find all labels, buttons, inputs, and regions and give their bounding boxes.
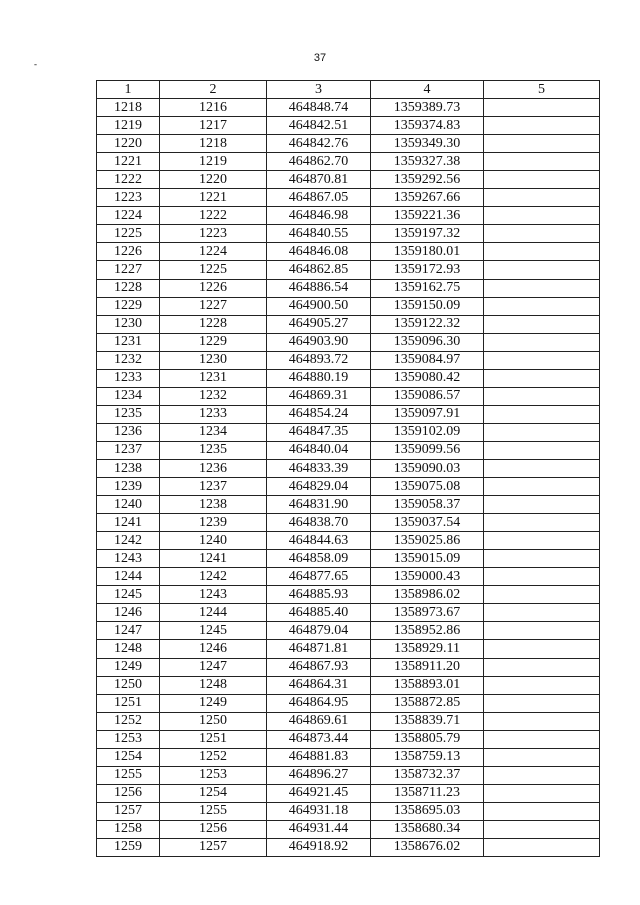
table-cell: 1257 bbox=[160, 838, 267, 856]
table-cell: 1247 bbox=[160, 658, 267, 676]
table-cell: 1251 bbox=[97, 694, 160, 712]
table-cell: 1241 bbox=[160, 550, 267, 568]
table-cell bbox=[484, 604, 600, 622]
table-row bbox=[97, 153, 600, 171]
table-cell bbox=[484, 333, 600, 351]
table-cell: 1359150.09 bbox=[371, 297, 484, 315]
table-cell: 464831.90 bbox=[267, 496, 371, 514]
table-row bbox=[97, 279, 600, 297]
table-cell: 464864.31 bbox=[267, 676, 371, 694]
table-cell: 1246 bbox=[97, 604, 160, 622]
column-header: 2 bbox=[160, 81, 267, 99]
table-row bbox=[97, 550, 600, 568]
table-cell: 1250 bbox=[160, 712, 267, 730]
table-cell: 464921.45 bbox=[267, 784, 371, 802]
table-row bbox=[97, 189, 600, 207]
column-header: 3 bbox=[267, 81, 371, 99]
table-cell: 1220 bbox=[160, 171, 267, 189]
table-cell bbox=[484, 351, 600, 369]
table-cell: 1245 bbox=[97, 586, 160, 604]
table-cell: 1223 bbox=[160, 225, 267, 243]
table-cell bbox=[484, 423, 600, 441]
table-cell: 1237 bbox=[160, 478, 267, 496]
column-header: 4 bbox=[371, 81, 484, 99]
table-cell: 1231 bbox=[160, 369, 267, 387]
table-cell bbox=[484, 225, 600, 243]
table-row bbox=[97, 658, 600, 676]
table-cell bbox=[484, 712, 600, 730]
table-cell: 1359015.09 bbox=[371, 550, 484, 568]
table-cell bbox=[484, 243, 600, 261]
table-cell: 1252 bbox=[160, 748, 267, 766]
table-cell: 1358872.85 bbox=[371, 694, 484, 712]
table-cell: 1359025.86 bbox=[371, 532, 484, 550]
table-cell bbox=[484, 730, 600, 748]
table-cell bbox=[484, 694, 600, 712]
table-row bbox=[97, 712, 600, 730]
table-cell: 1359374.83 bbox=[371, 117, 484, 135]
table-cell: 464879.04 bbox=[267, 622, 371, 640]
table-cell: 1359097.91 bbox=[371, 405, 484, 423]
table-cell: 1248 bbox=[160, 676, 267, 694]
table-cell: 1359122.32 bbox=[371, 315, 484, 333]
table-cell: 1228 bbox=[97, 279, 160, 297]
table-cell: 1232 bbox=[97, 351, 160, 369]
table-cell: 1218 bbox=[160, 135, 267, 153]
table-cell: 1359389.73 bbox=[371, 99, 484, 117]
table-cell: 1358695.03 bbox=[371, 802, 484, 820]
table-cell: 1254 bbox=[97, 748, 160, 766]
table-cell: 464864.95 bbox=[267, 694, 371, 712]
table-cell: 464869.31 bbox=[267, 387, 371, 405]
table-cell: 1221 bbox=[97, 153, 160, 171]
table-cell bbox=[484, 748, 600, 766]
table-cell bbox=[484, 189, 600, 207]
table-cell bbox=[484, 640, 600, 658]
table-cell: 1244 bbox=[97, 568, 160, 586]
table-row bbox=[97, 171, 600, 189]
table-cell: 1358911.20 bbox=[371, 658, 484, 676]
table-cell: 1253 bbox=[160, 766, 267, 784]
table-cell: 1253 bbox=[97, 730, 160, 748]
page-number: 37 bbox=[313, 52, 327, 64]
table-cell bbox=[484, 369, 600, 387]
table-row bbox=[97, 586, 600, 604]
table-cell: 1247 bbox=[97, 622, 160, 640]
table-cell: 1240 bbox=[97, 496, 160, 514]
table-cell: 464886.54 bbox=[267, 279, 371, 297]
table-cell bbox=[484, 766, 600, 784]
table-cell: 1256 bbox=[97, 784, 160, 802]
table-cell bbox=[484, 261, 600, 279]
table-cell: 1359327.38 bbox=[371, 153, 484, 171]
table-cell: 464838.70 bbox=[267, 514, 371, 532]
table-cell: 1246 bbox=[160, 640, 267, 658]
table-row bbox=[97, 351, 600, 369]
table-cell: 464867.05 bbox=[267, 189, 371, 207]
table-cell: 1239 bbox=[160, 514, 267, 532]
table-row bbox=[97, 784, 600, 802]
table-cell: 1227 bbox=[97, 261, 160, 279]
table-cell: 464858.09 bbox=[267, 550, 371, 568]
table-row bbox=[97, 496, 600, 514]
table-cell: 1359102.09 bbox=[371, 423, 484, 441]
table-cell: 1224 bbox=[160, 243, 267, 261]
table-cell bbox=[484, 207, 600, 225]
table-cell: 1359099.56 bbox=[371, 441, 484, 459]
table-cell: 464918.92 bbox=[267, 838, 371, 856]
table-cell: 1243 bbox=[160, 586, 267, 604]
table-cell: 1359075.08 bbox=[371, 478, 484, 496]
table-row bbox=[97, 459, 600, 477]
table-cell: 1227 bbox=[160, 297, 267, 315]
table-cell: 1256 bbox=[160, 820, 267, 838]
table-cell bbox=[484, 171, 600, 189]
table-row bbox=[97, 748, 600, 766]
table-cell: 1359349.30 bbox=[371, 135, 484, 153]
column-header: 5 bbox=[484, 81, 600, 99]
table-cell: 1245 bbox=[160, 622, 267, 640]
table-cell: 464871.81 bbox=[267, 640, 371, 658]
table-cell: 1249 bbox=[97, 658, 160, 676]
table-row bbox=[97, 225, 600, 243]
table-cell: 1238 bbox=[160, 496, 267, 514]
table-cell: 1229 bbox=[97, 297, 160, 315]
table-cell: 1358893.01 bbox=[371, 676, 484, 694]
table-cell bbox=[484, 297, 600, 315]
table-cell: 1238 bbox=[97, 459, 160, 477]
table-row bbox=[97, 261, 600, 279]
table-cell: 1248 bbox=[97, 640, 160, 658]
table-cell: 1235 bbox=[97, 405, 160, 423]
table-cell: 1359096.30 bbox=[371, 333, 484, 351]
table-cell: 464931.18 bbox=[267, 802, 371, 820]
table-cell: 1221 bbox=[160, 189, 267, 207]
table-cell: 1358805.79 bbox=[371, 730, 484, 748]
table-cell bbox=[484, 622, 600, 640]
table-row bbox=[97, 694, 600, 712]
table-row bbox=[97, 333, 600, 351]
table-cell: 464867.93 bbox=[267, 658, 371, 676]
table-cell: 1249 bbox=[160, 694, 267, 712]
table-cell: 1359162.75 bbox=[371, 279, 484, 297]
table-cell bbox=[484, 135, 600, 153]
table-cell: 1359037.54 bbox=[371, 514, 484, 532]
table-cell bbox=[484, 802, 600, 820]
table-cell: 464862.70 bbox=[267, 153, 371, 171]
table-cell bbox=[484, 315, 600, 333]
table-cell bbox=[484, 478, 600, 496]
table-cell: 1359080.42 bbox=[371, 369, 484, 387]
column-header: 1 bbox=[97, 81, 160, 99]
table-cell: 464846.08 bbox=[267, 243, 371, 261]
table-cell bbox=[484, 784, 600, 802]
table-cell bbox=[484, 459, 600, 477]
table-cell: 1216 bbox=[160, 99, 267, 117]
table-cell: 1244 bbox=[160, 604, 267, 622]
table-cell: 1228 bbox=[160, 315, 267, 333]
table-cell bbox=[484, 441, 600, 459]
table-cell: 1242 bbox=[160, 568, 267, 586]
table-cell: 1358680.34 bbox=[371, 820, 484, 838]
table-cell: 1359180.01 bbox=[371, 243, 484, 261]
table-cell: 1259 bbox=[97, 838, 160, 856]
table-cell: 464905.27 bbox=[267, 315, 371, 333]
table-cell: 1230 bbox=[160, 351, 267, 369]
table-cell: 1234 bbox=[160, 423, 267, 441]
table-row bbox=[97, 441, 600, 459]
table-cell: 464844.63 bbox=[267, 532, 371, 550]
table-cell: 1230 bbox=[97, 315, 160, 333]
table-cell: 464840.04 bbox=[267, 441, 371, 459]
table-row bbox=[97, 802, 600, 820]
table-cell: 464842.51 bbox=[267, 117, 371, 135]
table-cell: 1250 bbox=[97, 676, 160, 694]
table-cell: 1255 bbox=[160, 802, 267, 820]
table-cell: 1359172.93 bbox=[371, 261, 484, 279]
table-cell: 1236 bbox=[97, 423, 160, 441]
table-cell: 1218 bbox=[97, 99, 160, 117]
table-cell: 1217 bbox=[160, 117, 267, 135]
table-cell: 1359058.37 bbox=[371, 496, 484, 514]
table-cell: 464873.44 bbox=[267, 730, 371, 748]
table-cell: 1239 bbox=[97, 478, 160, 496]
table-cell: 1359267.66 bbox=[371, 189, 484, 207]
table-row bbox=[97, 514, 600, 532]
table-cell: 1359090.03 bbox=[371, 459, 484, 477]
table-cell: 1222 bbox=[97, 171, 160, 189]
table-cell: 1358952.86 bbox=[371, 622, 484, 640]
table-cell: 1358711.23 bbox=[371, 784, 484, 802]
stray-mark: - bbox=[34, 59, 37, 69]
table-cell bbox=[484, 532, 600, 550]
table-cell: 1359000.43 bbox=[371, 568, 484, 586]
table-cell: 464869.61 bbox=[267, 712, 371, 730]
table-cell: 1359086.57 bbox=[371, 387, 484, 405]
table-row bbox=[97, 297, 600, 315]
table-cell: 1358759.13 bbox=[371, 748, 484, 766]
table-row bbox=[97, 568, 600, 586]
table-cell: 1359221.36 bbox=[371, 207, 484, 225]
table-cell: 1251 bbox=[160, 730, 267, 748]
table-cell bbox=[484, 586, 600, 604]
table-row bbox=[97, 423, 600, 441]
table-cell bbox=[484, 568, 600, 586]
table-cell: 464900.50 bbox=[267, 297, 371, 315]
table-cell: 464870.81 bbox=[267, 171, 371, 189]
table-cell: 1252 bbox=[97, 712, 160, 730]
table-cell: 1254 bbox=[160, 784, 267, 802]
table-cell: 464880.19 bbox=[267, 369, 371, 387]
table-cell bbox=[484, 820, 600, 838]
table-cell: 464885.40 bbox=[267, 604, 371, 622]
table-cell: 1235 bbox=[160, 441, 267, 459]
table-cell: 1358986.02 bbox=[371, 586, 484, 604]
table-cell bbox=[484, 550, 600, 568]
table-cell bbox=[484, 838, 600, 856]
table-cell: 1219 bbox=[97, 117, 160, 135]
table-cell: 464877.65 bbox=[267, 568, 371, 586]
table-cell: 1225 bbox=[97, 225, 160, 243]
table-cell bbox=[484, 658, 600, 676]
table-cell: 1233 bbox=[160, 405, 267, 423]
table-cell: 464847.35 bbox=[267, 423, 371, 441]
table-cell: 1258 bbox=[97, 820, 160, 838]
table-cell: 1257 bbox=[97, 802, 160, 820]
table-row bbox=[97, 766, 600, 784]
table-row bbox=[97, 676, 600, 694]
table-body bbox=[97, 99, 600, 857]
table-cell: 1241 bbox=[97, 514, 160, 532]
table-cell: 1359292.56 bbox=[371, 171, 484, 189]
table-cell: 1219 bbox=[160, 153, 267, 171]
table-cell: 464931.44 bbox=[267, 820, 371, 838]
table-row bbox=[97, 838, 600, 856]
table-cell: 464862.85 bbox=[267, 261, 371, 279]
table-row bbox=[97, 532, 600, 550]
table-cell: 1222 bbox=[160, 207, 267, 225]
table-cell: 1223 bbox=[97, 189, 160, 207]
table-cell: 1358929.11 bbox=[371, 640, 484, 658]
table-cell: 1240 bbox=[160, 532, 267, 550]
table-row bbox=[97, 478, 600, 496]
table-cell: 1226 bbox=[160, 279, 267, 297]
table-cell: 464903.90 bbox=[267, 333, 371, 351]
table-cell: 1236 bbox=[160, 459, 267, 477]
table-cell bbox=[484, 405, 600, 423]
table-cell: 1359084.97 bbox=[371, 351, 484, 369]
table-cell: 1233 bbox=[97, 369, 160, 387]
table-cell: 464829.04 bbox=[267, 478, 371, 496]
table-cell: 1358839.71 bbox=[371, 712, 484, 730]
table-row bbox=[97, 369, 600, 387]
table-cell: 1232 bbox=[160, 387, 267, 405]
table-row bbox=[97, 135, 600, 153]
table-cell bbox=[484, 279, 600, 297]
table-row bbox=[97, 405, 600, 423]
table-cell: 1358973.67 bbox=[371, 604, 484, 622]
table-cell: 1234 bbox=[97, 387, 160, 405]
table-cell: 1255 bbox=[97, 766, 160, 784]
table-cell: 464842.76 bbox=[267, 135, 371, 153]
coordinates-table bbox=[96, 80, 600, 857]
table-cell: 1229 bbox=[160, 333, 267, 351]
table-cell bbox=[484, 514, 600, 532]
table-cell: 464896.27 bbox=[267, 766, 371, 784]
table-cell: 464893.72 bbox=[267, 351, 371, 369]
table-cell: 1224 bbox=[97, 207, 160, 225]
table-cell bbox=[484, 387, 600, 405]
table-row bbox=[97, 387, 600, 405]
table-row bbox=[97, 99, 600, 117]
table-row bbox=[97, 640, 600, 658]
table-cell: 1231 bbox=[97, 333, 160, 351]
table-cell: 1242 bbox=[97, 532, 160, 550]
table-row bbox=[97, 243, 600, 261]
header-row bbox=[97, 81, 600, 99]
table-cell: 1359197.32 bbox=[371, 225, 484, 243]
table-cell: 1358732.37 bbox=[371, 766, 484, 784]
table-cell: 464881.83 bbox=[267, 748, 371, 766]
table-cell: 1243 bbox=[97, 550, 160, 568]
table-cell: 464840.55 bbox=[267, 225, 371, 243]
table-cell: 1226 bbox=[97, 243, 160, 261]
table-cell: 1237 bbox=[97, 441, 160, 459]
table-cell bbox=[484, 676, 600, 694]
table-row bbox=[97, 820, 600, 838]
table-cell bbox=[484, 153, 600, 171]
table-row bbox=[97, 117, 600, 135]
table-cell bbox=[484, 496, 600, 514]
table-cell: 464833.39 bbox=[267, 459, 371, 477]
table-row bbox=[97, 730, 600, 748]
table-cell: 1220 bbox=[97, 135, 160, 153]
table-cell bbox=[484, 117, 600, 135]
table-cell: 464848.74 bbox=[267, 99, 371, 117]
table-row bbox=[97, 315, 600, 333]
table-cell: 464846.98 bbox=[267, 207, 371, 225]
table-cell: 464885.93 bbox=[267, 586, 371, 604]
table-row bbox=[97, 207, 600, 225]
table-row bbox=[97, 622, 600, 640]
table-row bbox=[97, 604, 600, 622]
table-cell: 1358676.02 bbox=[371, 838, 484, 856]
table-cell: 464854.24 bbox=[267, 405, 371, 423]
table-cell: 1225 bbox=[160, 261, 267, 279]
table-cell bbox=[484, 99, 600, 117]
